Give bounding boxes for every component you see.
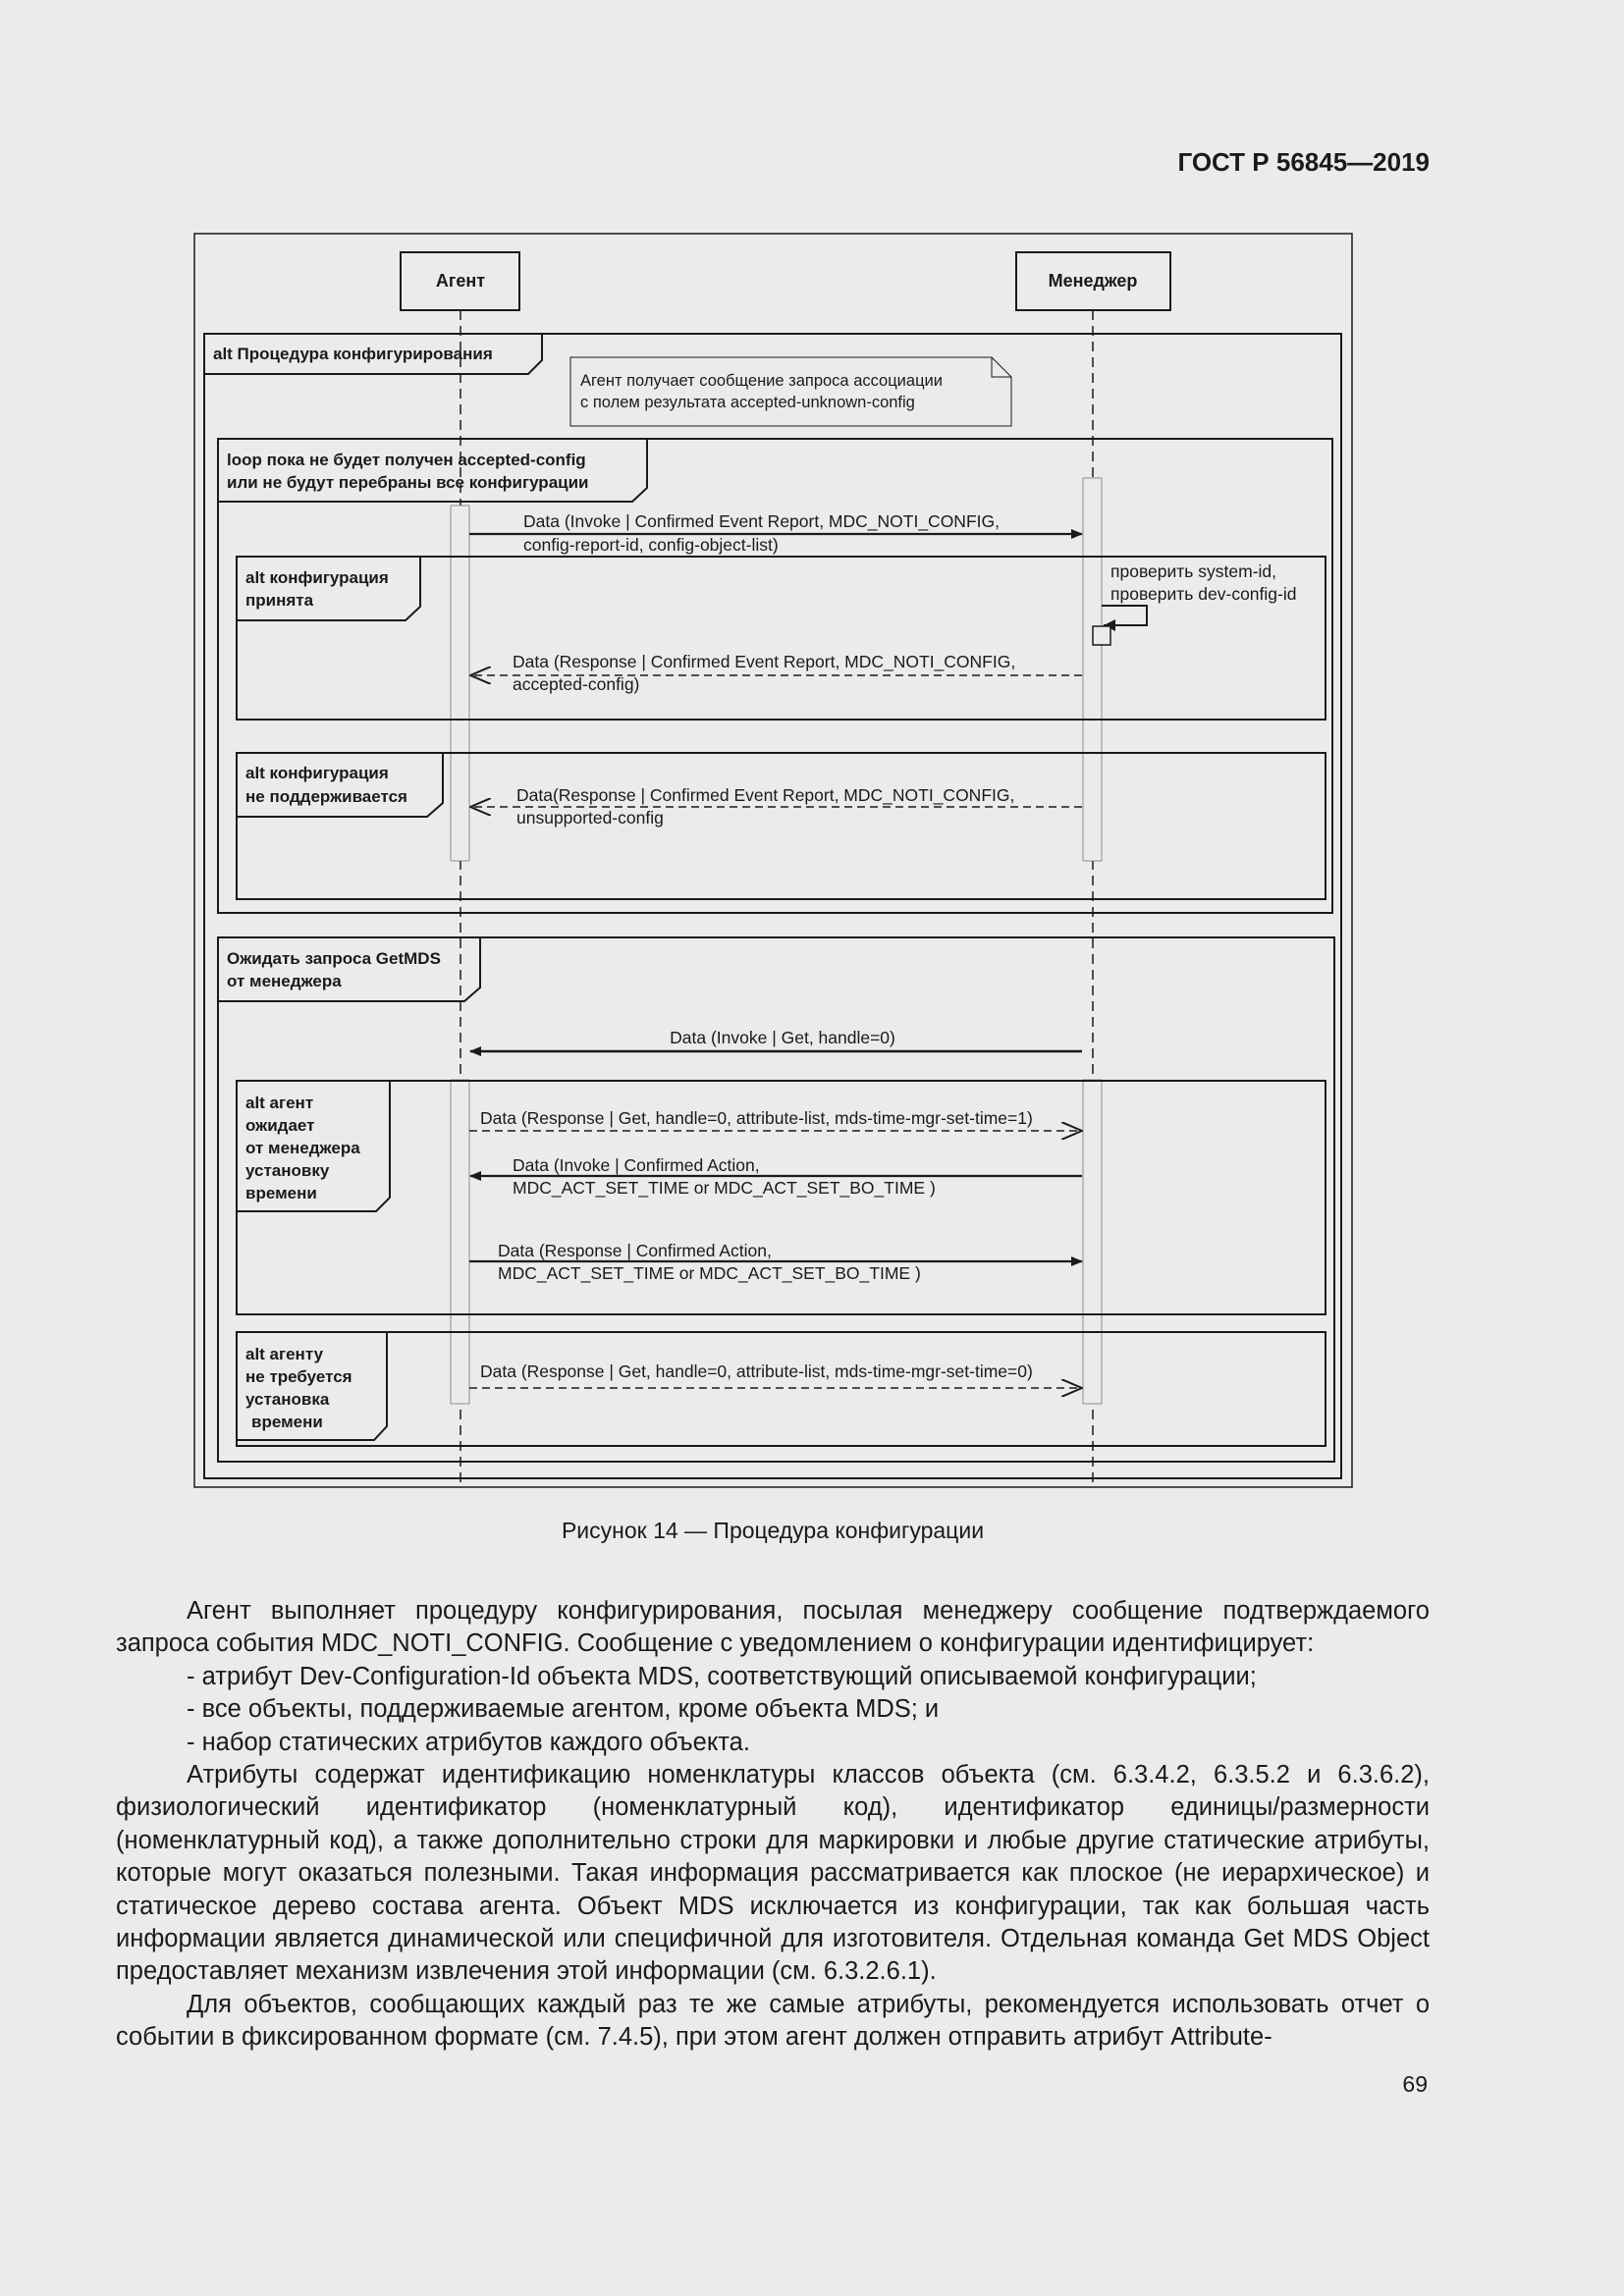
list-item: - набор статических атрибутов каждого объекта.	[187, 1728, 750, 1756]
message-label: Data (Invoke | Confirmed Action,	[513, 1155, 760, 1175]
frame-label: ожидает	[245, 1116, 315, 1135]
message-label: Data (Response | Confirmed Event Report, MDC_NOTI_CONFIG,	[513, 652, 1016, 671]
frame-label: Ожидать запроса GetMDS	[227, 949, 441, 968]
message-label: Data (Invoke | Confirmed Event Report, MDC_NOTI_CONFIG,	[523, 511, 1000, 531]
agent-activation	[451, 506, 469, 861]
message-label: Data (Response | Get, handle=0, attribute-list, mds-time-mgr-set-time=1)	[480, 1108, 1033, 1128]
frame-label: времени	[251, 1413, 323, 1431]
self-note-text: проверить dev-config-id	[1110, 584, 1297, 604]
message-label: MDC_ACT_SET_TIME or MDC_ACT_SET_BO_TIME )	[513, 1178, 936, 1198]
frame-label: от менеджера	[245, 1139, 360, 1157]
self-activation	[1093, 626, 1110, 645]
list-item: - атрибут Dev-Configuration-Id объекта MDS, соответствующий описываемой конфигурации;	[187, 1662, 1257, 1690]
message-label: Data(Response | Confirmed Event Report, MDC_NOTI_CONFIG,	[516, 785, 1015, 805]
figure-border	[194, 234, 1352, 1487]
paragraph: Атрибуты содержат идентификацию номенклатуры классов объекта (см. 6.3.4.2, 6.3.5.2 и 6.3.6.2), физиологический идентификатор (номенклатурный код), идентификатор единицы/размерности (номенклатурный код), а также дополнительно строки для маркировки и любые другие статические атрибуты, которые могут оказаться полезными. Такая информация рассматривается как плоское (не иерархическое) и статическое дерево состава агента. Объект MDS исключается из конфигурации, так как большая часть информации является динамической или специфичной для изготовителя. Отдельная команда Get MDS Object предоставляет механизм извлечения этой информации (см. 6.3.2.6.1).	[116, 1761, 1430, 1986]
message-label: Data (Response | Get, handle=0, attribute-list, mds-time-mgr-set-time=0)	[480, 1362, 1033, 1381]
manager-activation	[1083, 478, 1102, 861]
message-label: Data (Invoke | Get, handle=0)	[670, 1028, 895, 1047]
frame-wait-getmds	[218, 937, 1334, 1462]
message-label: MDC_ACT_SET_TIME or MDC_ACT_SET_BO_TIME )	[498, 1263, 921, 1283]
message-label: accepted-config)	[513, 674, 640, 694]
frame-label: времени	[245, 1184, 317, 1202]
frame-label: установку	[245, 1161, 330, 1180]
page-number: 69	[1402, 2071, 1428, 2097]
body-text	[116, 1595, 1430, 2055]
figure-caption: Рисунок 14 — Процедура конфигурации	[561, 1518, 985, 1543]
frame-label: не поддерживается	[245, 787, 407, 806]
document-header: ГОСТ Р 56845—2019	[1177, 147, 1430, 177]
paragraph: Для объектов, сообщающих каждый раз те же самые атрибуты, рекомендуется использовать отчет о событии в фиксированном формате (см. 7.4.5), при этом агент должен отправить атрибут Attribute-	[116, 1990, 1430, 2052]
frame-label: не требуется	[245, 1367, 352, 1386]
paragraph: Агент выполняет процедуру конфигурирования, посылая менеджеру сообщение подтверждаемого запроса события MDC_NOTI_CONFIG. Сообщение с уведомлением о конфигурации идентифицирует:	[116, 1597, 1430, 1658]
frame-label: alt конфигурация	[245, 568, 389, 587]
manager-activation-2	[1083, 1080, 1102, 1404]
frame-label: alt конфигурация	[245, 764, 389, 782]
frame-label: принята	[245, 591, 314, 610]
agent-label: Агент	[435, 271, 486, 291]
note-text: Агент получает сообщение запроса ассоциации	[580, 372, 943, 390]
self-note-text: проверить system-id,	[1110, 561, 1277, 581]
frame-label: loop пока не будет получен accepted-config	[227, 451, 586, 469]
frame-label: или не будут перебраны все конфигурации	[227, 473, 589, 492]
note-box	[570, 357, 1011, 426]
frame-label: alt агенту	[245, 1345, 324, 1363]
frame-label: от менеджера	[227, 972, 342, 990]
frame-label: alt Процедура конфигурирования	[213, 345, 493, 363]
manager-label: Менеджер	[1048, 271, 1138, 291]
frame-alt-unsupported	[237, 753, 1326, 899]
message-label: config-report-id, config-object-list)	[523, 535, 779, 555]
agent-activation-2	[451, 1080, 469, 1404]
list-item: - все объекты, поддерживаемые агентом, кроме объекта MDS; и	[187, 1695, 940, 1724]
self-message	[1102, 606, 1147, 625]
frame-label: установка	[245, 1390, 330, 1409]
frame-label: alt агент	[245, 1094, 314, 1112]
note-text: с полем результата accepted-unknown-config	[580, 394, 915, 411]
frame-alt-config	[204, 334, 1341, 1478]
frame-alt-no-time	[237, 1332, 1326, 1446]
message-label: Data (Response | Confirmed Action,	[498, 1241, 772, 1260]
message-label: unsupported-config	[516, 808, 664, 828]
